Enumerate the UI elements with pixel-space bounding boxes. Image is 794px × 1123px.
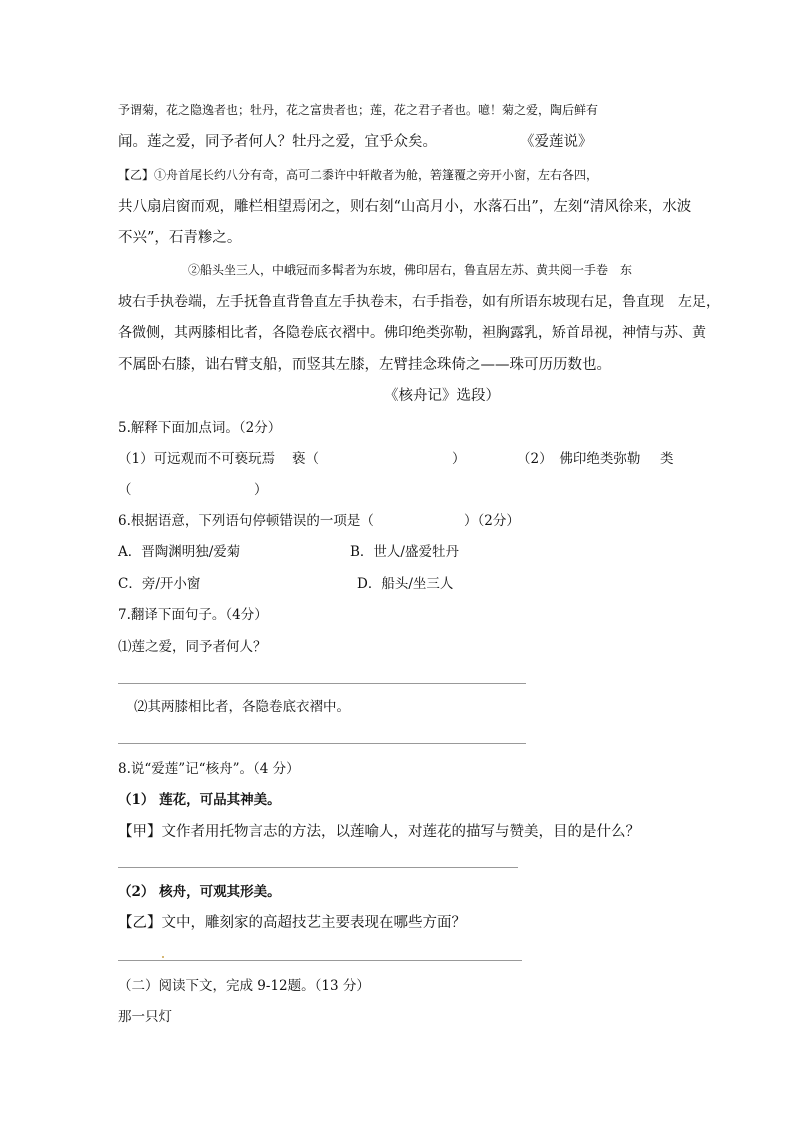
q6-option-c: C．旁/开小窗: [118, 576, 201, 592]
yi-p2-line-4: 不属卧右膝，诎右臂支船，而竖其左膝，左臂挂念珠倚之——珠可历历数也。: [118, 357, 611, 373]
q8-part-1-question: 【甲】文作者用托物言志的方法，以莲喻人，对莲花的描写与赞美，目的是什么？: [118, 824, 640, 840]
jia-source: 《爱莲说》: [520, 134, 593, 150]
q5-item-2-open: （: [118, 482, 132, 498]
q5-item-2-word: 类: [660, 451, 674, 467]
q8-stem: 8.说“爱莲”记“核舟”。（4 分）: [118, 761, 300, 777]
part2-heading: （二）阅读下文，完成 9-12题。（13 分）: [118, 978, 370, 994]
q5-item-1-close: ）: [452, 451, 466, 467]
q7-sentence-2: ⑵其两膝相比者，各隐卷底衣褶中。: [134, 699, 350, 715]
q8-answer-line-2: [118, 960, 522, 961]
q6-option-d: D．船头/坐三人: [357, 576, 454, 592]
q8-part-2-title: （2） 核舟，可观其形美。: [118, 884, 281, 900]
yi-p2-line-2: 坡右手执卷端，左手抚鲁直背鲁直左手执卷末，右手指卷，如有所语东坡现右足，鲁直现 左足，: [118, 294, 720, 310]
q8-answer-line-1: [118, 867, 518, 868]
q7-sentence-1: ⑴莲之爱，同予者何人？: [118, 639, 267, 655]
yi-p2-line-1: ②船头坐三人，中峨冠而多髯者为东坡，佛印居右，鲁直居左苏、黄共阅一手卷 东: [188, 263, 633, 277]
q8-part-1-title: （1） 莲花，可品其神美。: [118, 792, 281, 808]
q5-stem: 5.解释下面加点词。（2分）: [118, 420, 282, 436]
q5-item-1-word: 亵（: [292, 451, 319, 467]
q6-option-b: B．世人/盛爱牡丹: [350, 544, 459, 560]
q6-stem-b: ）（2分）: [464, 513, 520, 529]
q8-part-2-question: 【乙】文中，雕刻家的高超技艺主要表现在哪些方面？: [118, 915, 466, 931]
yi-p2-line-3: 各微侧，其两膝相比者，各隐卷底衣褶中。佛印绝类弥勒，袒胸露乳，矫首昂视，神情与苏、黄: [118, 325, 706, 341]
yi-source: 《核舟记》选段）: [384, 388, 500, 404]
yi-p1-line-2: 共八扇启窗而观，雕栏相望焉闭之，则右刻“山高月小，水落石出”，左刻“清风徐来，水波: [118, 199, 692, 215]
part2-title: 那一只灯: [118, 1009, 172, 1025]
yi-p1-line-3: 不兴”，石青糁之。: [118, 230, 242, 246]
stray-dot: [162, 956, 164, 958]
jia-line-2: 闻。莲之爱，同予者何人？牡丹之爱，宜乎众矣。: [118, 134, 437, 150]
q7-stem: 7.翻译下面句子。（4分）: [118, 607, 268, 623]
q5-item-2-close: ）: [254, 482, 268, 498]
q6-stem-a: 6.根据语意，下列语句停顿错误的一项是（: [118, 513, 374, 529]
q6-option-a: A．晋陶渊明独/爱菊: [118, 544, 241, 560]
yi-p1-line-1: 【乙】①舟首尾长约八分有奇，高可二黍许中轩敞者为舱，箬篷覆之旁开小窗，左右各四，: [118, 168, 599, 182]
jia-line-1: 予谓菊，花之隐逸者也；牡丹，花之富贵者也；莲，花之君子者也。噫！菊之爱，陶后鲜有: [118, 103, 599, 117]
q7-answer-line-2: [118, 743, 526, 744]
q5-item-1: （1）可远观而不可亵玩焉: [118, 451, 276, 467]
q5-item-2: （2） 佛印绝类弥勒: [517, 451, 641, 467]
q7-answer-line-1: [118, 683, 526, 684]
